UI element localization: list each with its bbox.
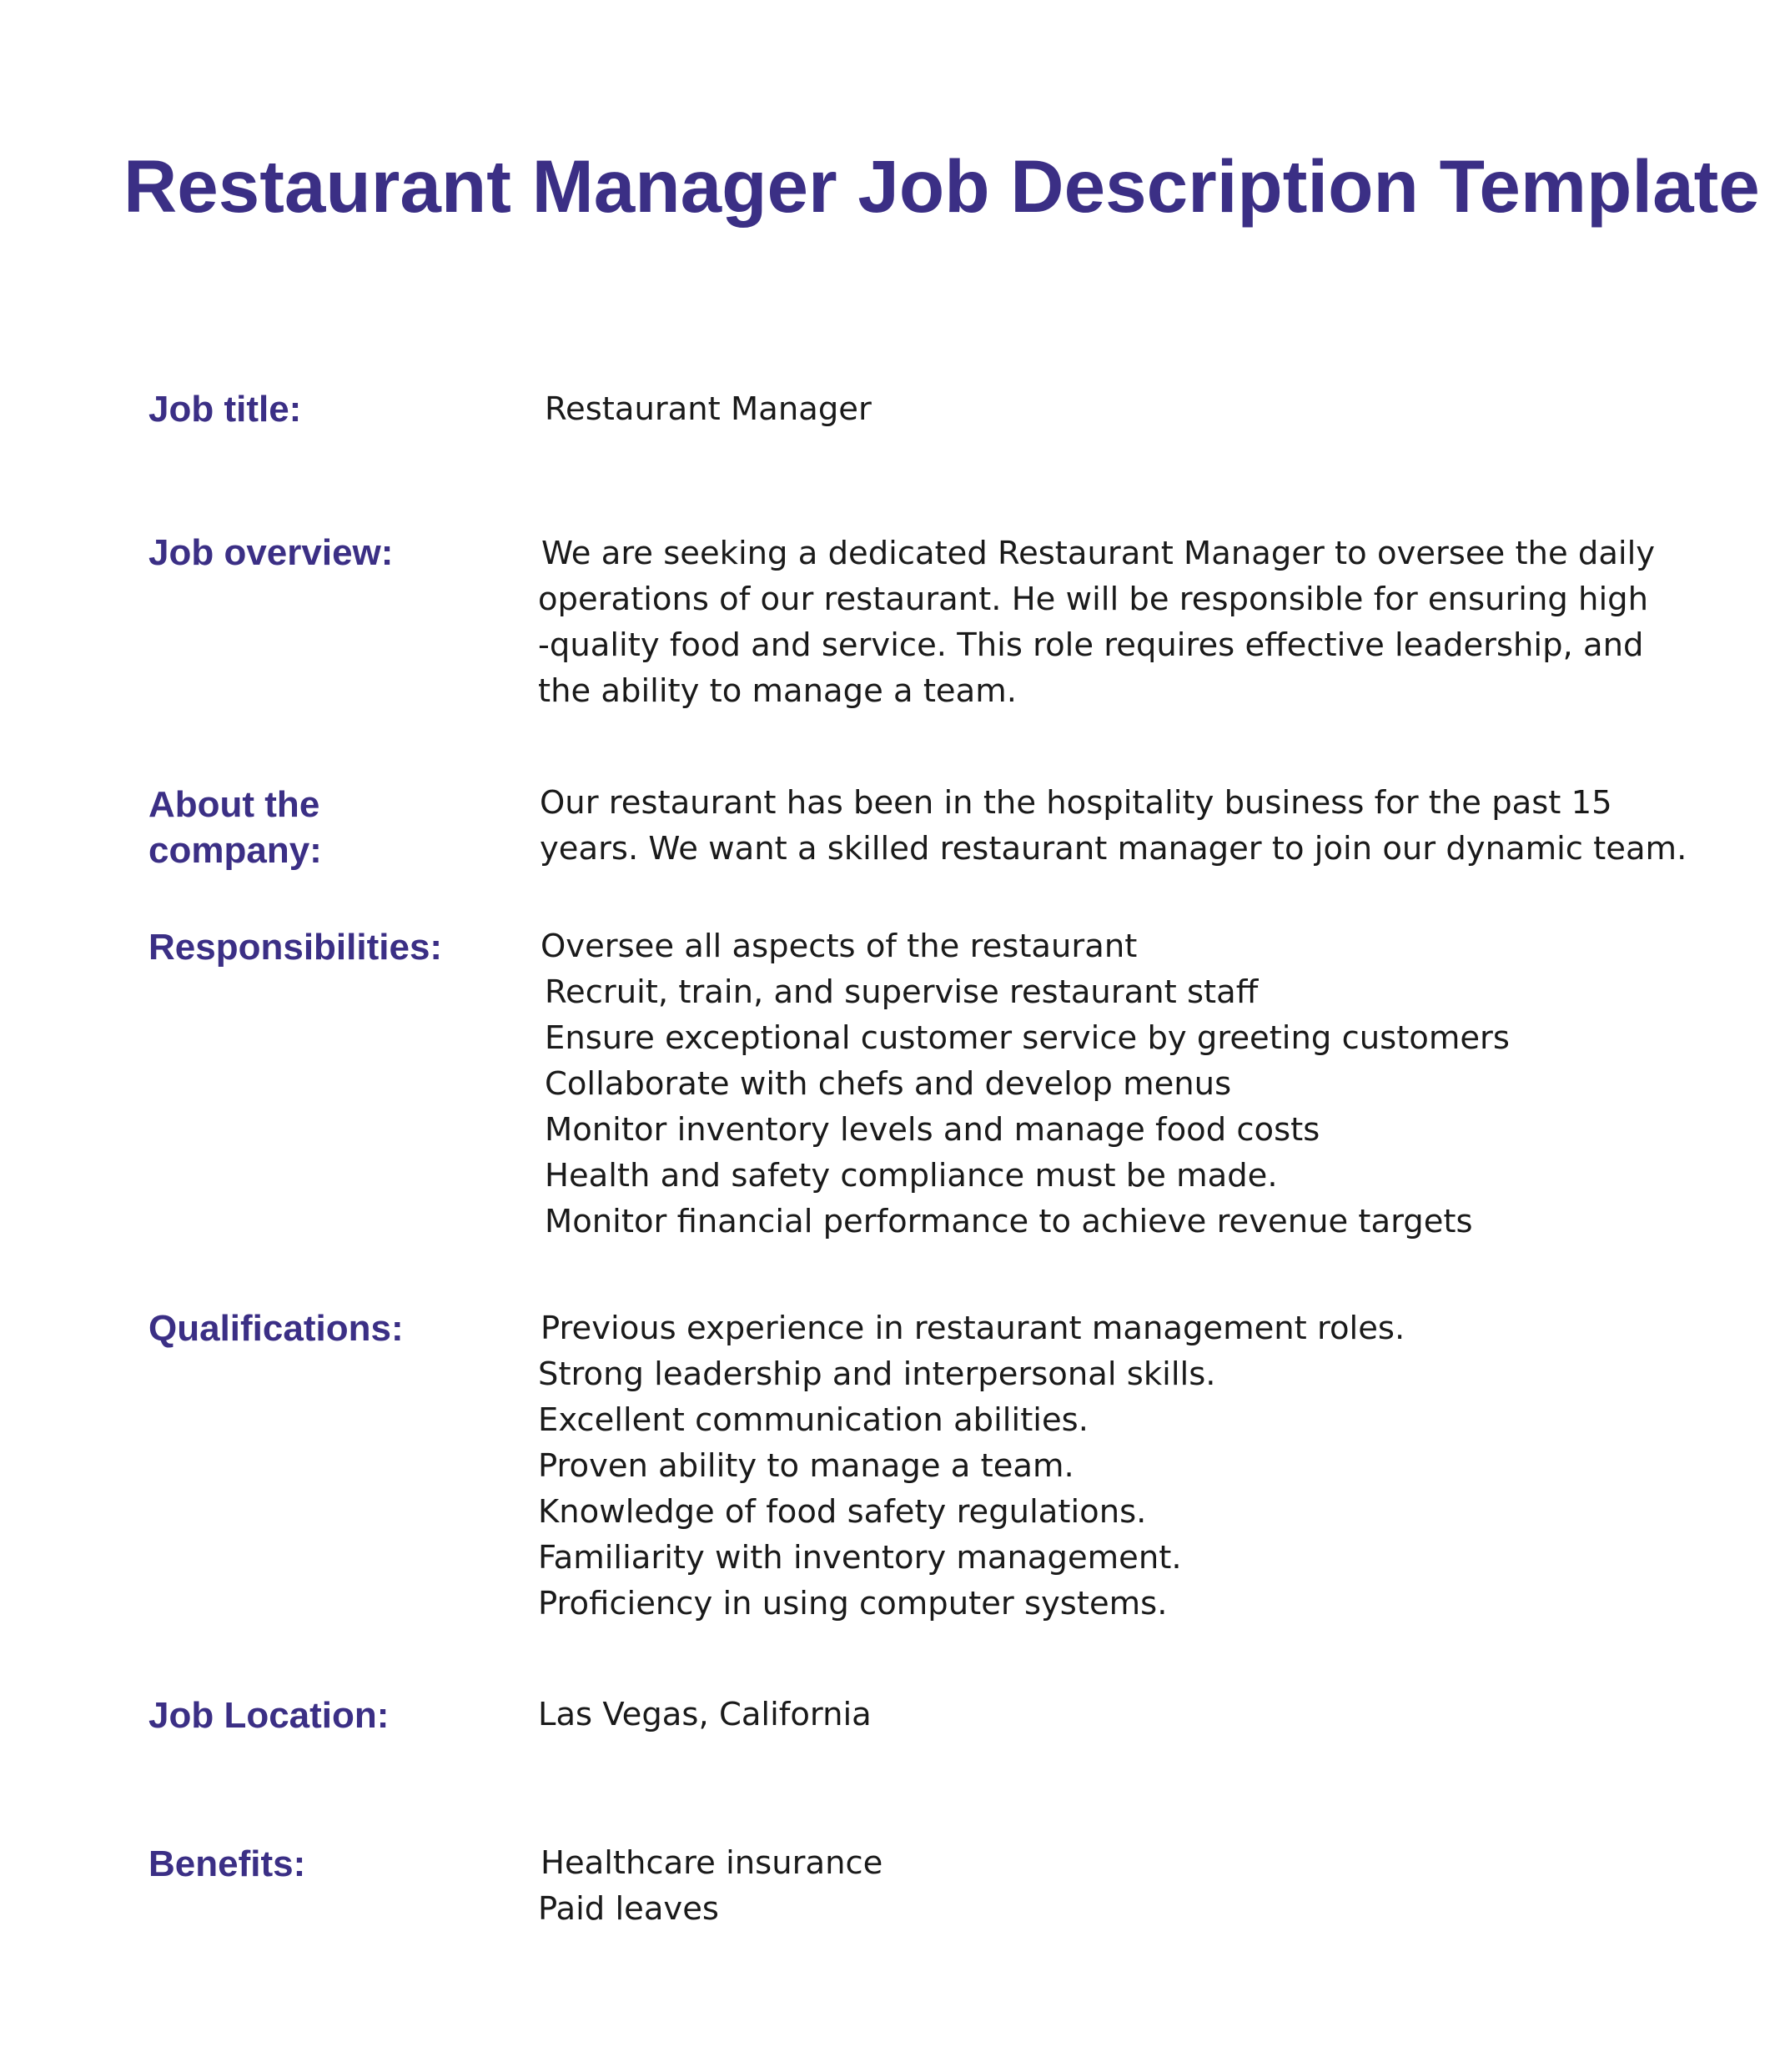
list-item: Healthcare insurance (541, 1844, 883, 1882)
list-item: Paid leaves (538, 1890, 719, 1928)
benefits-list (538, 1840, 1689, 1932)
list-item: Health and safety compliance must be made. (545, 1157, 1278, 1194)
list-item: Collaborate with chefs and develop menus (545, 1065, 1232, 1103)
job-location-value: Las Vegas, California (538, 1696, 872, 1733)
list-item: Oversee all aspects of the restaurant (541, 928, 1138, 965)
job-overview-label: Job overview: (148, 532, 394, 573)
job-title-label: Job title: (148, 389, 302, 430)
responsibilities-list (541, 923, 1692, 1245)
about-company-label-line: About the (148, 784, 320, 825)
page-title: Restaurant Manager Job Description Template (123, 144, 1760, 228)
about-company-text (540, 780, 1691, 872)
list-item: Proven ability to manage a team. (538, 1447, 1074, 1485)
list-item: Ensure exceptional customer service by greeting customers (545, 1019, 1510, 1057)
list-item: Previous experience in restaurant management roles. (541, 1310, 1405, 1347)
list-item: Recruit, train, and supervise restaurant staff (545, 973, 1259, 1011)
qualifications-list (538, 1305, 1689, 1627)
about-company-label (148, 782, 515, 873)
job-overview-line: We are seeking a dedicated Restaurant Manager to oversee the daily (541, 535, 1656, 572)
job-overview-line: the ability to manage a team. (538, 672, 1017, 710)
about-company-line: Our restaurant has been in the hospitality business for the past 15 (540, 784, 1612, 822)
about-company-line: years. We want a skilled restaurant manager to join our dynamic team. (540, 830, 1687, 868)
job-title-value: Restaurant Manager (545, 390, 872, 428)
list-item: Monitor financial performance to achieve revenue targets (545, 1203, 1473, 1240)
job-location-label: Job Location: (148, 1695, 390, 1736)
responsibilities-label: Responsibilities: (148, 927, 443, 968)
list-item: Proficiency in using computer systems. (538, 1585, 1168, 1622)
job-overview-text (538, 531, 1689, 714)
job-overview-line: operations of our restaurant. He will be responsible for ensuring high (538, 581, 1648, 618)
list-item: Strong leadership and interpersonal skills. (538, 1355, 1216, 1393)
list-item: Familiarity with inventory management. (538, 1539, 1182, 1577)
list-item: Knowledge of food safety regulations. (538, 1493, 1147, 1531)
list-item: Excellent communication abilities. (538, 1401, 1089, 1439)
list-item: Monitor inventory levels and manage food costs (545, 1111, 1320, 1149)
about-company-label-line: company: (148, 830, 322, 871)
benefits-label: Benefits: (148, 1843, 306, 1884)
qualifications-label: Qualifications: (148, 1308, 404, 1349)
job-overview-line: -quality food and service. This role requires effective leadership, and (538, 626, 1644, 664)
